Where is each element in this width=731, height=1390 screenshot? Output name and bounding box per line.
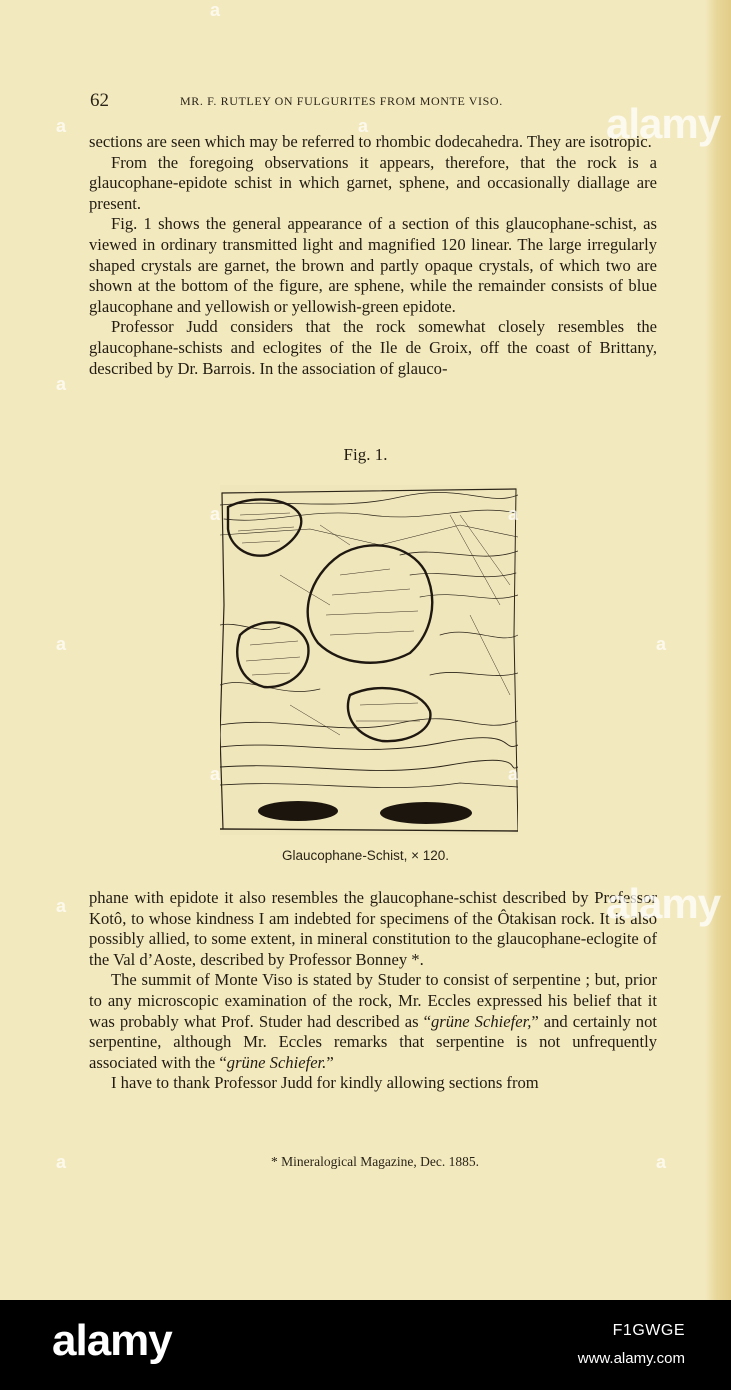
paragraph: From the foregoing observations it appears, therefore, that the rock is a glaucophane-epidote schist in which garnet, sphene, and occasionally diallage are present. — [89, 152, 657, 213]
paragraph: Fig. 1 shows the general appearance of a section of this glaucophane-schist, as viewed in ordinary transmitted light and magnified 120 linear. The large irregularly shaped crystals are garnet, the brown and partly opaque crystals, of which two are shown at the bottom of the figure, are sphene, while the remainder consists of blue glaucophane and yellowish or yellowish-green epidote. — [89, 214, 657, 316]
watermark-logo: alamy — [606, 880, 721, 927]
sphene-crystal — [380, 802, 472, 824]
watermark-bar — [0, 1300, 731, 1390]
site-url: www.alamy.com — [577, 1350, 685, 1367]
figure-label: Fig. 1. — [343, 445, 388, 464]
body-text-top — [89, 132, 657, 379]
watermark-a-icon: a — [508, 764, 519, 784]
alamy-logo: alamy — [52, 1316, 172, 1365]
watermark-a-icon: a — [210, 0, 221, 20]
paragraph — [89, 970, 657, 1073]
watermark-logo: alamy — [606, 100, 721, 147]
text-run: The summit of Monte Viso is stated by Studer to consist of serpentine ; but, prior to any microscopic examination of the rock, Mr. Eccles expressed his belief that it was probably what Prof. Studer had described as “ — [89, 970, 657, 1031]
page-header — [90, 90, 660, 114]
watermark-a-icon: a — [210, 764, 221, 784]
text-run: ” — [326, 1052, 334, 1072]
watermark-a-icon: a — [56, 116, 67, 136]
page-number: 62 — [90, 90, 109, 111]
watermark-a-icon: a — [56, 1152, 67, 1172]
watermark-a-icon: a — [656, 634, 667, 654]
sphene-crystal — [258, 801, 338, 821]
italic-term: grüne Schiefer, — [430, 1011, 532, 1031]
figure-caption: Glaucophane-Schist, × 120. — [282, 848, 449, 863]
watermark-a-icon: a — [56, 374, 67, 394]
running-title: MR. F. RUTLEY ON FULGURITES FROM MONTE VISO. — [180, 94, 503, 108]
paragraph: sections are seen which may be referred to rhombic dodecahedra. They are isotropic. — [89, 132, 652, 151]
paragraph: Professor Judd considers that the rock somewhat closely resembles the glaucophane-schists and eclogites of the Ile de Groix, off the coast of Brittany, described by Dr. Barrois. In the association of glauco- — [89, 317, 657, 378]
body-text-bottom — [89, 888, 657, 1094]
watermark-a-icon: a — [656, 1152, 667, 1172]
figure-illustration — [220, 485, 518, 835]
paragraph: I have to thank Professor Judd for kindly allowing sections from — [111, 1073, 539, 1093]
paragraph: phane with epidote it also resembles the glaucophane-schist described by Professor Kotô, to whose kindness I am indebted for specimens of the Ôtakisan rock. It is also possibly allied, to some extent, in mineral constitution to the glaucophane-eclogite of the Val d’Aoste, described by Professor Bonney *. — [89, 888, 657, 969]
footnote: * Mineralogical Magazine, Dec. 1885. — [270, 1154, 480, 1169]
watermark-a-icon: a — [358, 116, 369, 136]
watermark-a-icon: a — [56, 896, 67, 916]
image-id: F1GWGE — [612, 1322, 685, 1339]
italic-term: grüne Schiefer. — [226, 1052, 327, 1072]
watermark-a-icon: a — [56, 634, 67, 654]
watermark-a-icon: a — [210, 504, 221, 524]
page-edge-shadow — [705, 0, 731, 1300]
watermark-a-icon: a — [508, 504, 519, 524]
text-run: ” and certainly not serpentine, although Mr. Eccles remarks that serpentine is not unfrequently associated with the “ — [89, 1011, 657, 1072]
